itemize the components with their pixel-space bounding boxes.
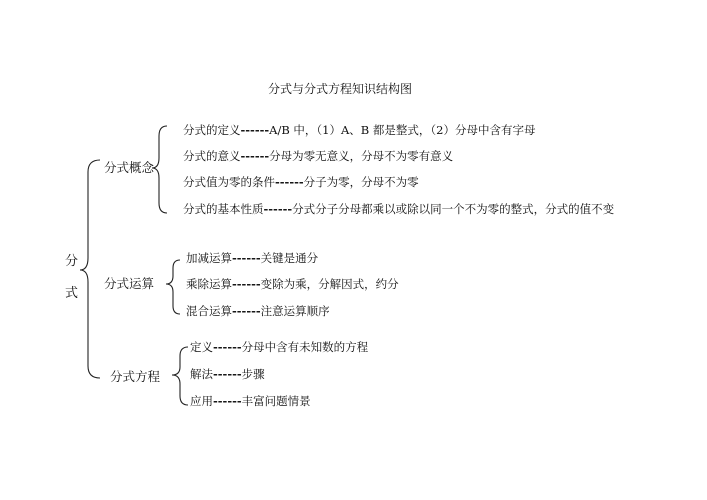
item-description: 关键是通分 (260, 251, 319, 265)
item-separator: ------ (213, 394, 242, 408)
item-term: 定义 (190, 340, 213, 354)
item-separator: ------ (232, 251, 261, 265)
item-separator: ------ (232, 277, 261, 291)
equation-bracket (172, 347, 188, 405)
equation-item-definition (190, 342, 368, 354)
item-description: 分母为零无意义，分母不为零有意义 (269, 149, 454, 163)
item-description: 步骤 (241, 367, 265, 381)
item-separator: ------ (232, 304, 261, 318)
operation-item-multiply-divide (186, 279, 399, 291)
diagram-title: 分式与分式方程知识结构图 (268, 82, 413, 96)
branch-label-equation: 分式方程 (110, 369, 161, 384)
item-term: 分式值为零的条件 (183, 175, 275, 189)
item-description: 变除为乘，分解因式，约分 (260, 277, 399, 291)
concept-bracket (152, 126, 167, 213)
item-term: 解法 (190, 367, 213, 381)
concept-item-meaning (183, 151, 453, 163)
equation-item-application (190, 396, 311, 408)
operation-bracket (166, 260, 180, 314)
item-separator: ------ (240, 149, 270, 163)
root-bracket (80, 160, 100, 378)
item-separator: ------ (240, 123, 270, 137)
item-term: 混合运算 (186, 304, 232, 318)
item-description: 分子为零，分母不为零 (303, 175, 419, 189)
item-description: 注意运算顺序 (260, 304, 330, 318)
item-description: 分母中含有未知数的方程 (241, 340, 369, 354)
item-term: 分式的意义 (183, 149, 241, 163)
branch-label-operation: 分式运算 (104, 276, 155, 291)
item-separator: ------ (213, 367, 242, 381)
item-separator: ------ (263, 202, 293, 216)
item-term: 分式的基本性质 (183, 202, 264, 216)
item-term: 乘除运算 (186, 277, 232, 291)
root-node-char-1: 分 (65, 254, 79, 269)
item-description: 分式分子分母都乘以或除以同一个不为零的整式，分式的值不变 (292, 202, 615, 216)
item-separator: ------ (275, 175, 304, 189)
concept-item-basic-property (183, 204, 614, 216)
item-term: 加减运算 (186, 251, 232, 265)
item-description: 丰富问题情景 (241, 394, 311, 408)
item-term: 分式的定义 (183, 123, 241, 137)
concept-item-zero-condition (183, 177, 419, 189)
operation-item-add-subtract (186, 253, 318, 265)
item-term: 应用 (190, 394, 213, 408)
item-separator: ------ (213, 340, 242, 354)
equation-item-solution (190, 369, 265, 381)
operation-item-mixed (186, 306, 330, 318)
concept-item-definition (183, 125, 535, 137)
branch-label-concept: 分式概念 (104, 160, 155, 175)
item-description: A/B 中，（1）A、B 都是整式，（2）分母中含有字母 (269, 123, 536, 137)
root-node-char-2: 式 (65, 286, 79, 301)
